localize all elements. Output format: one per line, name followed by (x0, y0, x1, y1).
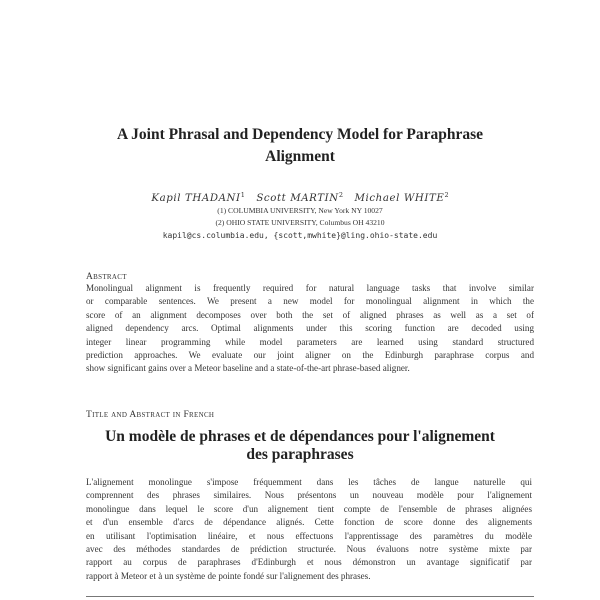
french-abstract-line: avec des méthodes standardes de prédiction structurée. Nous évaluons notre système mixte par (86, 543, 532, 554)
french-abstract-line: monolingue dans lequel le score d'un alignement tient compte de l'ensemble de phrases alignées (86, 503, 532, 514)
author-name: Kapil THADANI (151, 193, 241, 204)
abstract-line: Monolingual alignment is frequently required for natural language tasks that involve similar (86, 283, 534, 293)
affiliation-2: (2) OHIO STATE UNIVERSITY, Columbus OH 43210 (215, 218, 385, 227)
french-abstract-line: et d'un ensemble d'arcs de dépendance alignés. Cette fonction de score donne des alignements (86, 517, 532, 528)
abstract-line: or comparable sentences. We present a new model for monolingual alignment in which the (86, 296, 534, 307)
author-name: Michael WHITE (354, 193, 445, 204)
paper-title-line: Alignment (265, 148, 335, 165)
french-section-heading: Title and Abstract in French (86, 410, 215, 420)
abstract-heading: Abstract (86, 272, 127, 282)
abstract-body (86, 282, 534, 376)
author-affil-mark: 2 (444, 191, 449, 199)
author-emails: kapil@cs.columbia.edu, {scott,mwhite}@ling.ohio-state.edu (162, 231, 438, 240)
author-list (80, 188, 520, 206)
author-affil-mark: 1 (240, 191, 245, 199)
french-title (70, 428, 530, 464)
abstract-line: aligned dependency arcs. Optimal alignments under this scoring function are decoded using (86, 323, 534, 334)
footnote-rule (86, 596, 534, 597)
affiliation-1: (1) COLUMBIA UNIVERSITY, New York NY 10027 (217, 206, 383, 215)
french-abstract-line: rapport à Meteor et à un système de pointe fondé sur l'alignement des phrases. (86, 570, 371, 581)
french-abstract-body (86, 476, 532, 583)
abstract-line: show significant gains over a Meteor baseline and a state-of-the-art phrase-based aligner. (86, 363, 410, 374)
paper-title (70, 124, 530, 168)
french-abstract-line: L'alignement monolingue s'impose fréquemment dans les tâches de langue naturelle qui (86, 477, 532, 487)
french-abstract-line: comprennent des phrases similaires. Nous présentons un nouveau modèle pour l'alignement (86, 490, 532, 501)
author-name: Scott MARTIN (256, 193, 339, 204)
author-affil-mark: 2 (338, 191, 343, 199)
abstract-line: integer linear programming while model parameters are learned using standard structured (86, 336, 534, 347)
french-abstract-line: en utilisant l'optimisation linéaire, et nous effectuons l'apprentissage des paramètres du modèle (86, 530, 532, 541)
paper-title-line: A Joint Phrasal and Dependency Model for Paraphrase (116, 126, 484, 143)
french-title-line: Un modèle de phrases et de dépendances pour l'alignement (105, 428, 495, 445)
abstract-line: prediction approaches. We evaluate our joint aligner on the Edinburgh paraphrase corpus and (86, 349, 534, 360)
french-title-line: des paraphrases (246, 446, 354, 463)
abstract-line: score of an alignment decomposes over both the set of aligned phrases as well as a set of (86, 309, 534, 320)
french-abstract-line: rapport au corpus de paraphrases d'Edinburgh et nous démonstron un avantage significatif par (86, 557, 532, 568)
